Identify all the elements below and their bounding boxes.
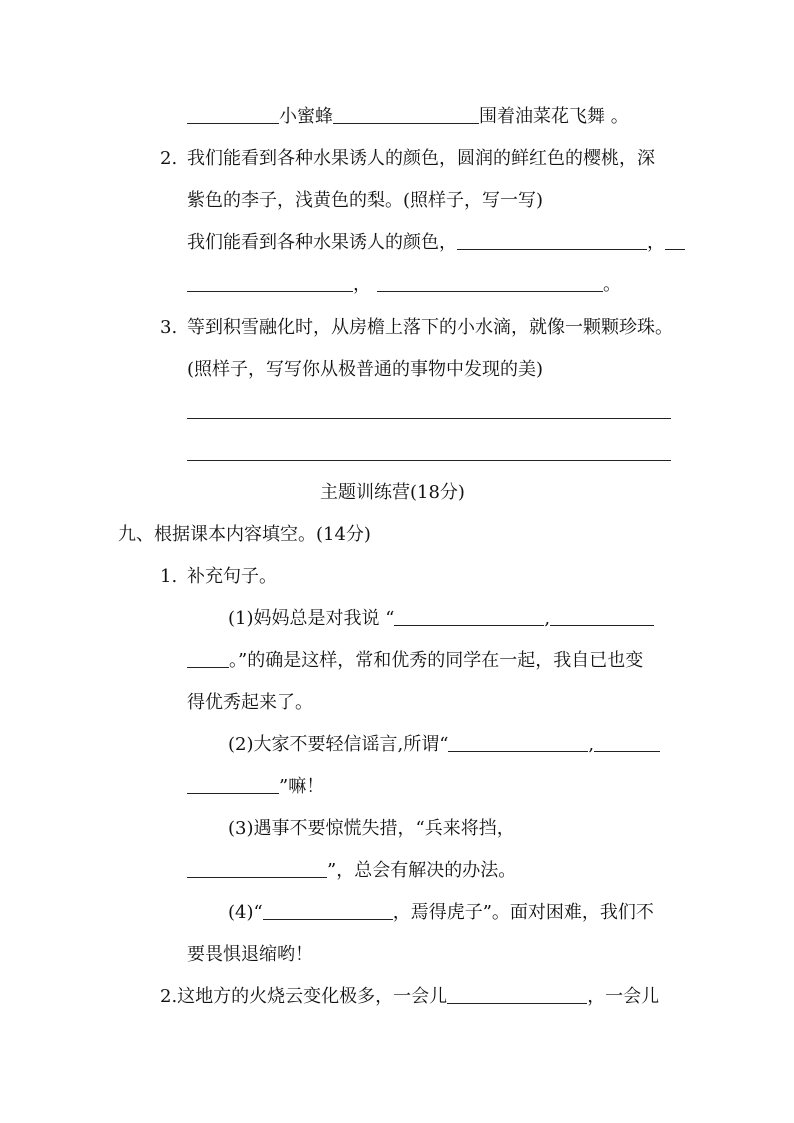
answer-blank[interactable]: [187, 402, 671, 419]
q9-1-item4-prefix: (4)“: [228, 902, 263, 923]
answer-blank[interactable]: [457, 233, 647, 250]
q9-1-number: 1.: [160, 566, 178, 587]
q9-2-line1: [160, 986, 659, 1008]
answer-blank[interactable]: [187, 861, 327, 878]
q8-2-line4-sep: ，: [353, 274, 371, 295]
q8-3-answer-line2: [187, 443, 671, 465]
answer-blank[interactable]: [594, 735, 660, 752]
answer-blank[interactable]: [448, 735, 588, 752]
q9-1-item4-line1: [228, 902, 654, 924]
q8-1-text-a: 小蜜蜂: [279, 106, 333, 127]
q8-2-number: 2.: [160, 148, 178, 169]
q9-1-item1-sep: ,: [544, 608, 551, 629]
q8-3-line2: (照样子，写写你从极普通的事物中发现的美): [187, 359, 544, 380]
answer-blank[interactable]: [550, 609, 654, 626]
answer-blank[interactable]: [187, 275, 353, 292]
q9-1-item1-cont: 。”的确是这样，常和优秀的同学在一起，我自已也变: [229, 650, 644, 671]
q9-1-item3-cont: ”，总会有解决的办法。: [327, 860, 517, 881]
answer-blank[interactable]: [187, 777, 279, 794]
q8-1-line: [187, 106, 629, 128]
q9-1-item2-line1: [228, 734, 660, 756]
q8-2-line3-sep: ，: [647, 232, 665, 253]
q8-2-line2: 紫色的李子，浅黄色的梨。(照样子，写一写): [187, 190, 544, 211]
q9-1-item1-line1: [228, 608, 654, 630]
answer-blank[interactable]: [333, 107, 479, 124]
q9-1-item2-cont: ”嘛！: [279, 776, 325, 797]
q8-3-line1: 等到积雪融化时，从房檐上落下的小水滴，就像一颗颗珍珠。: [187, 317, 673, 338]
q9-1-item1-line2: [187, 650, 643, 672]
q9-1-item3-line1: (3)遇事不要惊慌失措，“兵来将挡，: [228, 818, 515, 839]
q8-2-line3: [187, 232, 685, 254]
q8-3-number: 3.: [160, 317, 178, 338]
q8-1-text-b: 围着油菜花飞舞 。: [479, 106, 629, 127]
q9-1-label: 补充句子。: [187, 566, 277, 587]
q9-1-item4-mid: ，焉得虎子”。面对困难，我们不: [392, 902, 654, 923]
q9-1-item2-prefix: (2)大家不要轻信谣言,所谓“: [228, 734, 449, 755]
q9-1-item2-sep: ,: [588, 734, 595, 755]
answer-blank[interactable]: [263, 903, 393, 920]
answer-blank[interactable]: [187, 444, 671, 461]
q9-2-mid: ，一会儿: [587, 986, 660, 1007]
answer-blank[interactable]: [447, 987, 587, 1004]
q9-1-item3-line2: [187, 860, 516, 882]
q8-2-line1: 我们能看到各种水果诱人的颜色，圆润的鲜红色的樱桃，深: [187, 148, 655, 169]
q9-1-item2-line2: [187, 776, 324, 798]
q9-heading: 九、根据课本内容填空。(14分): [118, 524, 371, 545]
answer-blank[interactable]: [187, 107, 279, 124]
q9-2-prefix: 2.这地方的火烧云变化极多，一会儿: [160, 986, 448, 1007]
q8-2-line4: [187, 274, 621, 296]
q8-2-line3-prefix: 我们能看到各种水果诱人的颜色，: [187, 232, 457, 253]
q8-3-answer-line1: [187, 401, 671, 423]
q9-1-item4-line2: 要畏惧退缩哟！: [187, 944, 313, 965]
q9-1-item1-line3: 得优秀起来了。: [187, 692, 313, 713]
answer-blank[interactable]: [394, 609, 544, 626]
q8-2-line4-end: 。: [603, 274, 621, 295]
answer-blank[interactable]: [377, 275, 603, 292]
answer-blank[interactable]: [665, 233, 685, 250]
q9-1-item1-prefix: (1)妈妈总是对我说 “: [228, 608, 395, 629]
section-title: 主题训练营(18分): [320, 482, 465, 503]
answer-blank[interactable]: [187, 651, 229, 668]
